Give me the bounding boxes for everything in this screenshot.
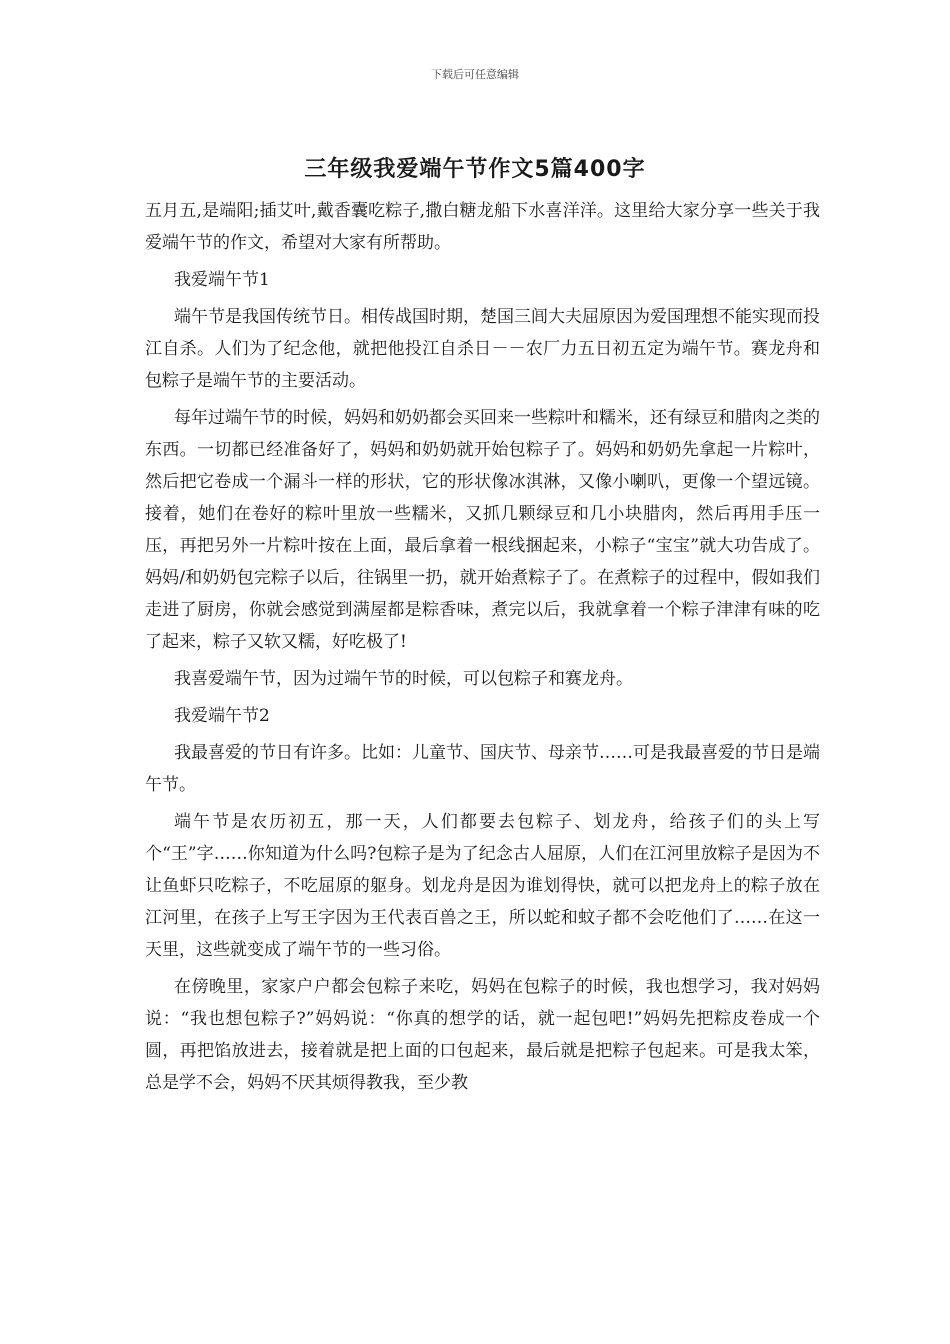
paragraph: 在傍晚里，家家户户都会包粽子来吃，妈妈在包粽子的时候，我也想学习，我对妈妈说：“我也想包粽子?”妈妈说：“你真的想学的话，就一起包吧!”妈妈先把粽皮卷成一个圆，再把馅放进去，接着就是把上面的口包起来，最后就是把粽子包起来。可是我太笨，总是学不会，妈妈不厌其烦得教我，至少教 <box>145 977 820 1093</box>
paragraph: 每年过端午节的时候，妈妈和奶奶都会买回来一些粽叶和糯米，还有绿豆和腊肉之类的东西。一切都已经准备好了，妈妈和奶奶就开始包粽子了。妈妈和奶奶先拿起一片粽叶，然后把它卷成一个漏斗一样的形状，它的形状像冰淇淋，又像小喇叭，更像一个望远镜。接着，她们在卷好的粽叶里放一些糯米，又抓几颗绿豆和几小块腊肉，然后再用手压一压，再把另外一片粽叶按在上面，最后拿着一根线捆起来，小粽子“宝宝”就大功告成了。妈妈/和奶奶包完粽子以后，往锅里一扔，就开始煮粽子了。在煮粽子的过程中，假如我们走进了厨房，你就会感觉到满屋都是粽香味，煮完以后，我就拿着一个粽子津津有味的吃了起来，粽子又软又糯，好吃极了! <box>145 408 820 652</box>
paragraph: 端午节是我国传统节日。相传战国时期，楚国三闾大夫屈原因为爱国理想不能实现而投江自杀。人们为了纪念他，就把他投江自杀日－－农厂力五日初五定为端午节。赛龙舟和包粽子是端午节的主要活动。 <box>145 307 820 391</box>
page-header-note: 下载后可任意编辑 <box>431 68 519 81</box>
paragraph-intro: 五月五,是端阳;插艾叶,戴香囊吃粽子,撒白糖龙船下水喜洋洋。这里给大家分享一些关于我爱端午节的作文，希望对大家有所帮助。 <box>145 201 820 253</box>
paragraph: 我喜爱端午节，因为过端午节的时候，可以包粽子和赛龙舟。 <box>174 669 633 689</box>
paragraph: 我最喜爱的节日有许多。比如：儿童节、国庆节、母亲节……可是我最喜爱的节日是端午节。 <box>145 743 820 795</box>
document-body <box>145 195 820 1104</box>
paragraph: 端午节是农历初五，那一天，人们都要去包粽子、划龙舟，给孩子们的头上写个“王”字……你知道为什么吗?包粽子是为了纪念古人屈原，人们在江河里放粽子是因为不让鱼虾只吃粽子，不吃屈原的躯身。划龙舟是因为谁划得快，就可以把龙舟上的粽子放在江河里，在孩子上写王字因为王代表百兽之王，所以蛇和蚊子都不会吃他们了……在这一天里，这些就变成了端午节的一些习俗。 <box>145 812 820 960</box>
document-title: 三年级我爱端午节作文5篇400字 <box>304 157 646 182</box>
section-heading-2: 我爱端午节2 <box>174 706 270 726</box>
section-heading-1: 我爱端午节1 <box>174 270 270 290</box>
